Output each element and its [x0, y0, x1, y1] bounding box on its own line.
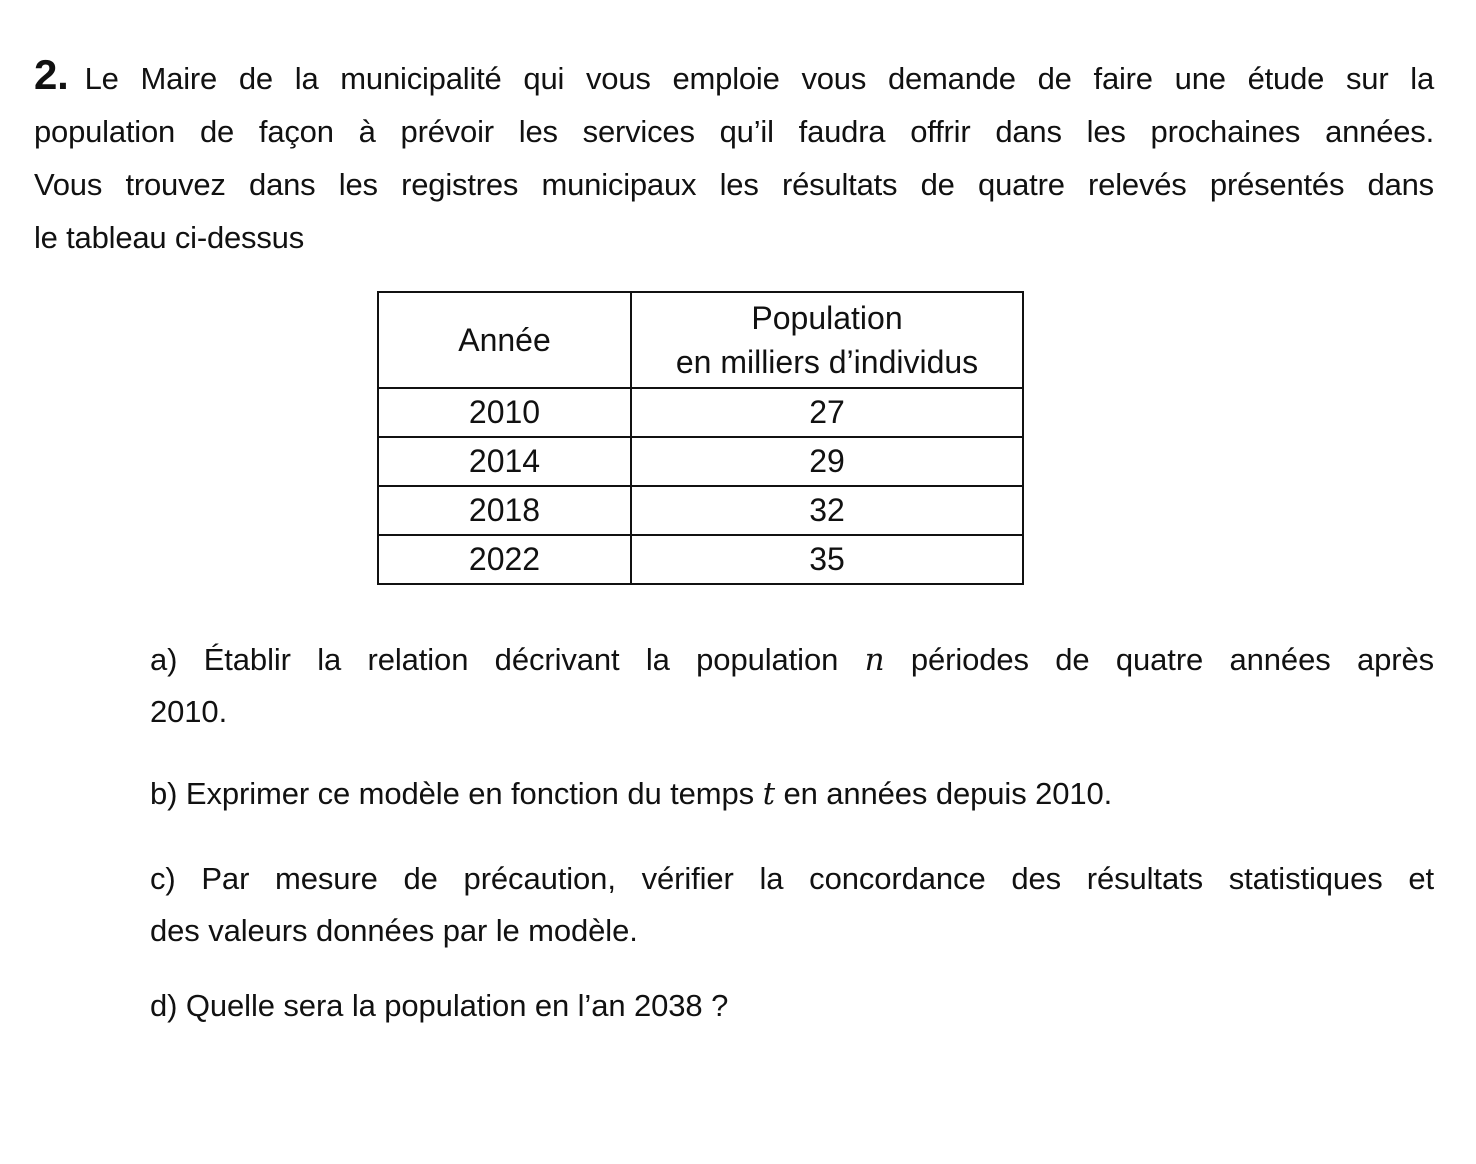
intro-line-1	[34, 48, 1434, 105]
question-c-line2: des valeurs données par le modèle.	[150, 913, 638, 948]
variable-t: t	[762, 776, 775, 812]
header-pop-line1: Population	[751, 300, 903, 336]
population-cell: 32	[631, 486, 1023, 535]
population-cell: 27	[631, 388, 1023, 437]
population-table	[377, 291, 1024, 585]
question-b-text-after: en années depuis 2010.	[783, 776, 1113, 811]
header-pop-line2: en milliers d’individus	[675, 344, 979, 380]
header-population	[631, 292, 1023, 388]
table-header-row	[378, 292, 1023, 388]
question-d	[150, 980, 1434, 1032]
intro-line-4: le tableau ci-dessus	[34, 220, 304, 255]
table-row	[378, 388, 1023, 437]
year-cell: 2014	[378, 437, 631, 486]
header-year: Année	[378, 292, 631, 388]
intro-line-2: population de façon à prévoir les services qu’il faudra offrir dans les prochaines années.	[34, 114, 1434, 149]
table-row	[378, 437, 1023, 486]
problem-number: 2.	[34, 51, 69, 98]
population-cell: 29	[631, 437, 1023, 486]
question-c-line1: c) Par mesure de précaution, vérifier la concordance des résultats statistiques et	[150, 861, 1434, 896]
question-d-line1: d) Quelle sera la population en l’an 2038 ?	[150, 988, 729, 1023]
question-a-line2: 2010.	[150, 694, 228, 729]
table-row	[378, 486, 1023, 535]
variable-n: n	[864, 642, 885, 678]
year-cell: 2018	[378, 486, 631, 535]
population-cell: 35	[631, 535, 1023, 584]
question-c	[150, 853, 1434, 957]
intro-text-1: Le Maire de la municipalité qui vous emploie vous demande de faire une étude sur la	[84, 61, 1434, 96]
question-a-line1	[150, 634, 1434, 686]
question-a-text-after: périodes de quatre années après	[910, 642, 1434, 677]
question-b-text-before: b) Exprimer ce modèle en fonction du temps	[150, 776, 755, 811]
problem-statement	[34, 48, 1434, 264]
year-cell: 2010	[378, 388, 631, 437]
question-a-text-before: a) Établir la relation décrivant la population	[150, 642, 839, 677]
intro-line-3: Vous trouvez dans les registres municipaux les résultats de quatre relevés présentés dans	[34, 167, 1434, 202]
question-a	[150, 634, 1434, 738]
table-row	[378, 535, 1023, 584]
question-b	[150, 768, 1434, 820]
question-b-line1	[150, 768, 1434, 820]
year-cell: 2022	[378, 535, 631, 584]
